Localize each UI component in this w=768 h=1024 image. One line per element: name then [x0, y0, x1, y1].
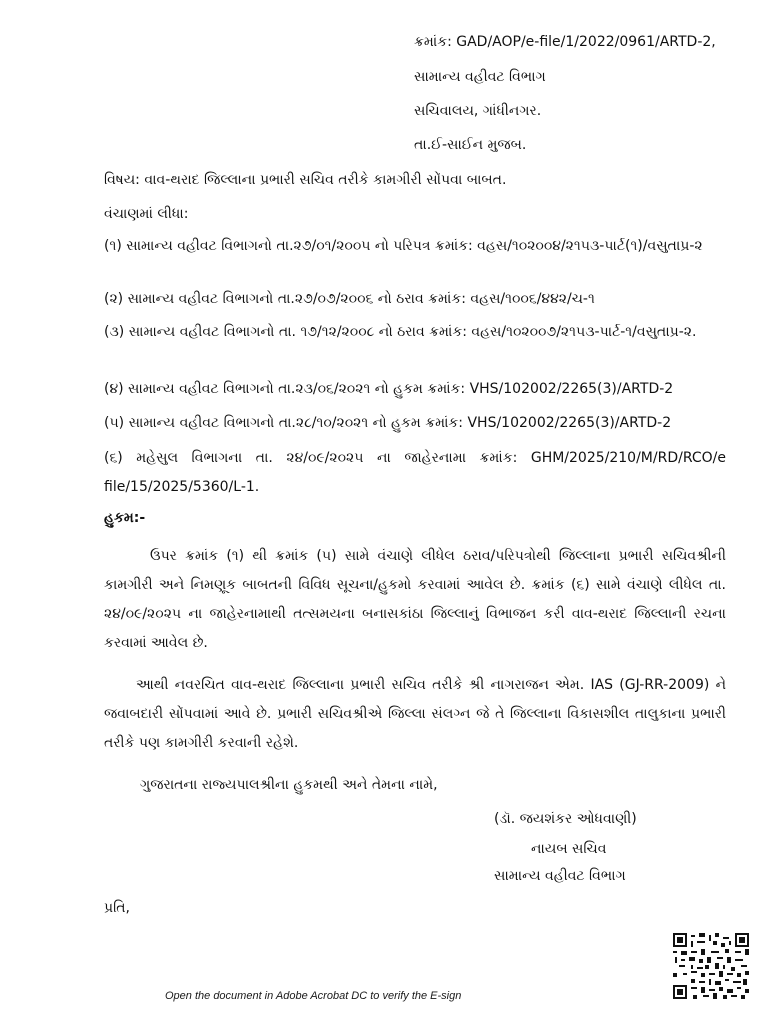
- prati-label: પ્રતિ,: [104, 900, 130, 916]
- reference-item-1: (૧) સામાન્ય વહીવટ વિભાગનો તા.૨૭/૦૧/૨૦૦૫ નો પરિપત્ર ક્રમાંક: વહસ/૧૦૨૦૦૪/૨૧૫૩-પાર્ટ(૧)/વસુતાપ્ર-૨: [104, 238, 703, 254]
- references-heading: વંચાણમાં લીધા:: [104, 206, 189, 222]
- subject-line: વિષય: વાવ-થરાદ જિલ્લાના પ્રભારી સચિવ તરીકે કામગીરી સોંપવા બાબત.: [104, 172, 507, 188]
- reference-item-2: (૨) સામાન્ય વહીવટ વિભાગનો તા.૨૭/૦૭/૨૦૦૬ નો ઠરાવ ક્રમાંક: વહસ/૧૦૦૬/૪૪૨/ચ-૧: [104, 291, 595, 307]
- order-paragraph-1: ઉપર ક્રમાંક (૧) થી ક્રમાંક (૫) સામે વંચાણે લીધેલ ઠરાવ/પરિપત્રોથી જિલ્લાના પ્રભારી સચિવશ્રીની કામગીરી અને નિમણૂક બાબતની વિવિધ સૂચના/હુકમો કરવામાં આવેલ છે. ક્રમાંક (૬) સામે વંચાણે લીધેલ તા. ૨૪/૦૯/૨૦૨૫ ના જાહેરનામાથી તત્સમયના બનાસકાંઠા જિલ્લાનું વિભાજન કરી વાવ-થરાદ જિલ્લાની રચના કરવામાં આવેલ છે.: [104, 548, 726, 651]
- reference-item-3: (૩) સામાન્ય વહીવટ વિભાગનો તા. ૧૭/૧૨/૨૦૦૮ નો ઠરાવ ક્રમાંક: વહસ/૧૦૨૦૦૭/૨૧૫૩-પાર્ટ-૧/વસુતાપ્ર-૨.: [104, 324, 697, 340]
- date-line: તા.ઈ-સાઈન મુજબ.: [414, 137, 527, 153]
- department-name: સામાન્ય વહીવટ વિભાગ: [414, 69, 546, 85]
- esign-verification-note: Open the document in Adobe Acrobat DC to verify the E-sign: [165, 990, 462, 1002]
- order-paragraph-2: આથી નવરચિત વાવ-થરાદ જિલ્લાના પ્રભારી સચિવ તરીકે શ્રી નાગરાજન એમ. IAS (GJ-RR-2009) ને જવાબદારી સોંપવામાં આવે છે. પ્રભારી સચિવશ્રીએ જિલ્લા સંલગ્ન જે તે જિલ્લાના વિકાસશીલ તાલુકાના પ્રભારી તરીકે પણ કામગીરી કરવાની રહેશે.: [104, 677, 726, 751]
- reference-item-4: (૪) સામાન્ય વહીવટ વિભાગનો તા.૨૩/૦૬/૨૦૨૧ નો હુકમ ક્રમાંક: VHS/102002/2265(3)/ARTD-2: [104, 381, 674, 397]
- signatory-name: (ડૉ. જયશંકર ઓધવાણી): [494, 811, 637, 827]
- order-body: [104, 542, 726, 658]
- order-heading: હુકમ:-: [104, 510, 146, 526]
- signatory-designation: નાયબ સચિવ: [531, 841, 607, 857]
- reference-item-5: (૫) સામાન્ય વહીવટ વિભાગનો તા.૨૮/૧૦/૨૦૨૧ નો હુકમ ક્રમાંક: VHS/102002/2265(3)/ARTD-2: [104, 415, 672, 431]
- reference-item-6: (૬) મહેસુલ વિભાગના તા. ૨૪/૦૯/૨૦૨૫ ના જાહેરનામા ક્રમાંક: GHM/2025/210/M/RD/RCO/e file/15/2025/5360/L-1.: [104, 450, 726, 495]
- order-number: ક્રમાંક: GAD/AOP/e-file/1/2022/0961/ARTD-2,: [414, 34, 716, 50]
- signatory-department: સામાન્ય વહીવટ વિભાગ: [494, 868, 626, 884]
- order-body-2: [104, 671, 726, 758]
- qr-code-icon: [673, 933, 749, 999]
- office-location: સચિવાલય, ગાંધીનગર.: [414, 103, 542, 119]
- closing-line: ગુજરાતના રાજ્યપાલશ્રીના હુકમથી અને તેમના નામે,: [140, 777, 438, 793]
